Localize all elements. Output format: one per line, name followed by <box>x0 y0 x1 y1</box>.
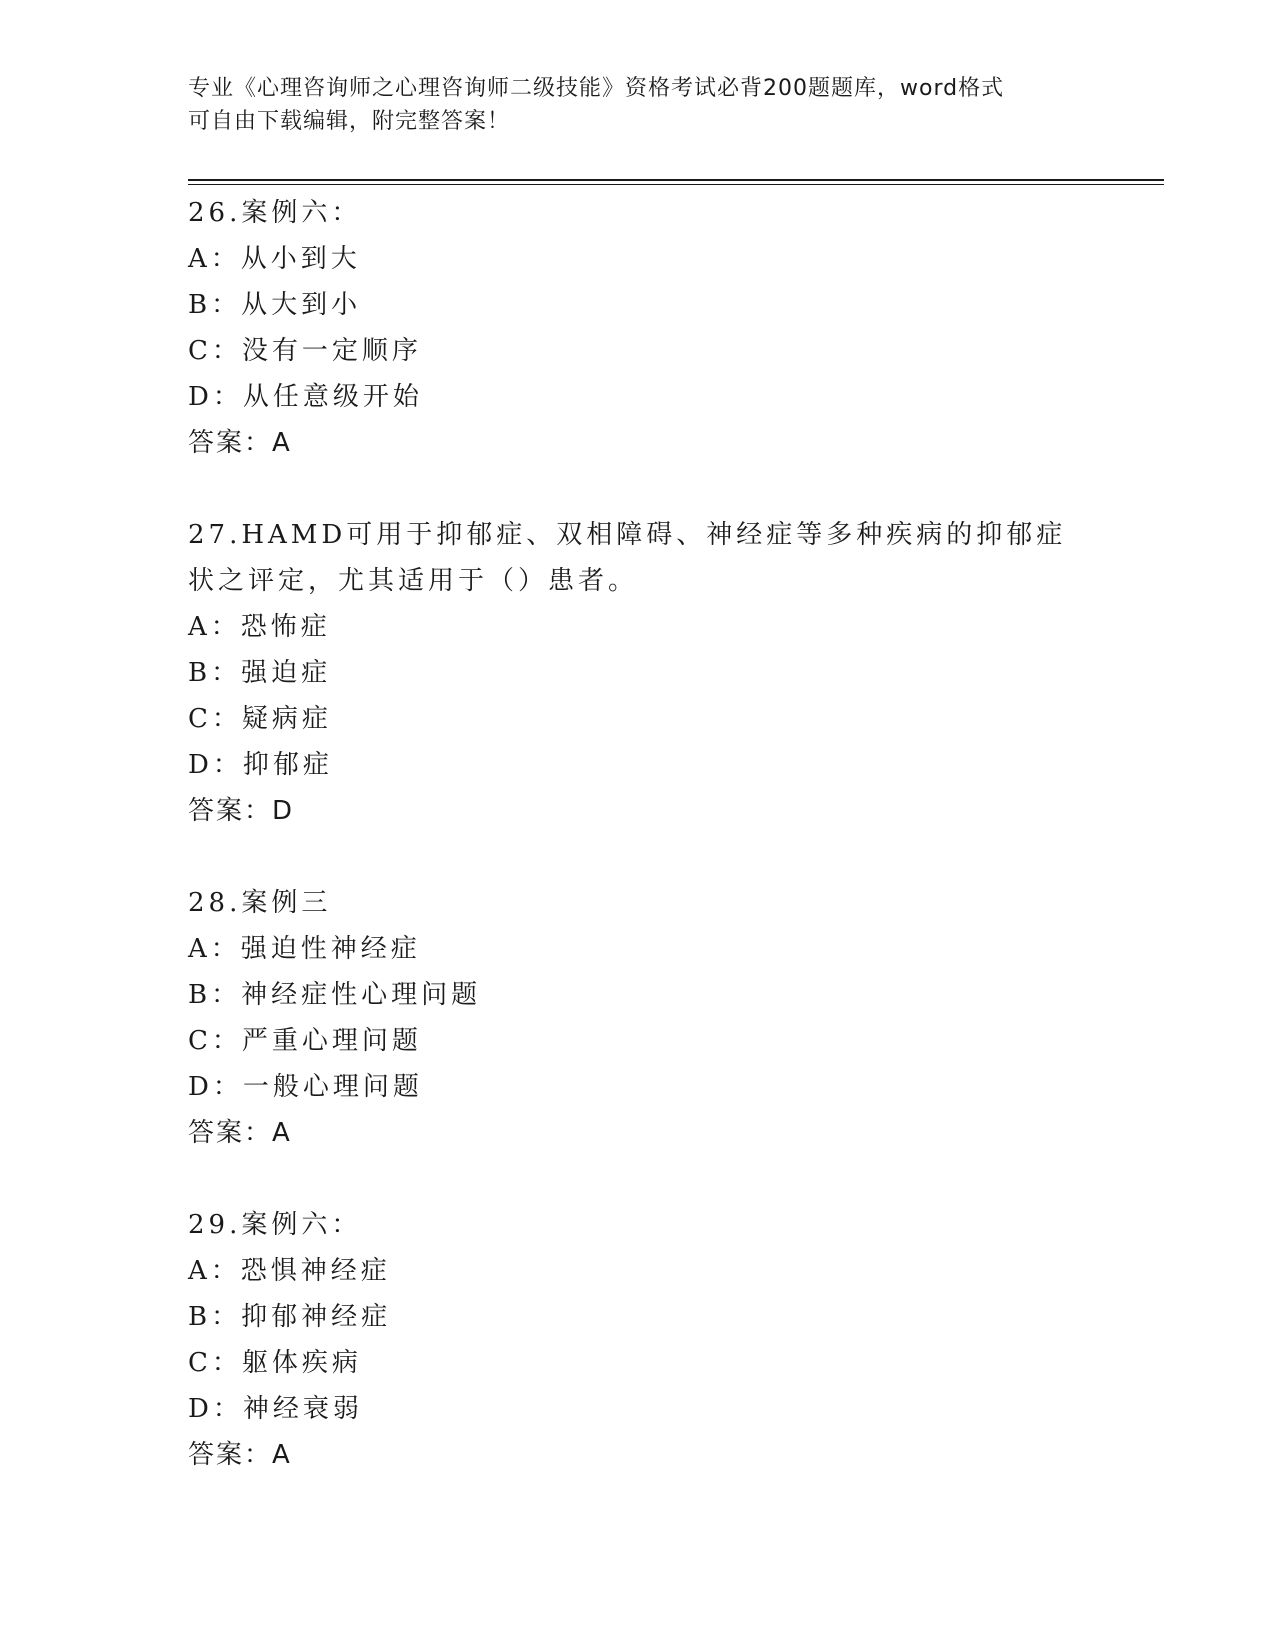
option-b: B：从大到小 <box>188 290 362 320</box>
answer-line: 答案：A <box>188 1440 292 1470</box>
option-c: C：疑病症 <box>188 704 332 734</box>
question-26 <box>188 190 1088 466</box>
option-a: A：恐怖症 <box>188 612 331 642</box>
header-title-line-1: 专业《心理咨询师之心理咨询师二级技能》资格考试必背200题题库，word格式 <box>188 76 1005 101</box>
option-a: A：强迫性神经症 <box>188 934 421 964</box>
question-29 <box>188 1202 1088 1478</box>
question-stem: 27.HAMD可用于抑郁症、双相障碍、神经症等多种疾病的抑郁症状之评定，尤其适用于（）患者。 <box>188 520 1067 596</box>
answer-line: 答案：D <box>188 796 295 826</box>
question-list <box>188 190 1088 1524</box>
option-c: C：躯体疾病 <box>188 1348 362 1378</box>
option-d: D：抑郁症 <box>188 750 333 780</box>
question-stem: 26.案例六： <box>188 198 362 228</box>
question-27 <box>188 512 1088 834</box>
answer-line: 答案：A <box>188 1118 292 1148</box>
option-b: B：强迫症 <box>188 658 332 688</box>
header-title-line-2: 可自由下载编辑，附完整答案！ <box>188 109 511 134</box>
option-b: B：神经症性心理问题 <box>188 980 482 1010</box>
answer-line: 答案：A <box>188 428 292 458</box>
header-divider-thin <box>188 184 1164 185</box>
option-b: B：抑郁神经症 <box>188 1302 392 1332</box>
question-28 <box>188 880 1088 1156</box>
option-d: D：神经衰弱 <box>188 1394 363 1424</box>
option-a: A：恐惧神经症 <box>188 1256 391 1286</box>
option-c: C：没有一定顺序 <box>188 336 422 366</box>
question-stem: 28.案例三 <box>188 888 332 918</box>
option-a: A：从小到大 <box>188 244 361 274</box>
option-c: C：严重心理问题 <box>188 1026 422 1056</box>
question-stem: 29.案例六： <box>188 1210 362 1240</box>
header-divider-thick <box>188 179 1164 181</box>
option-d: D：从任意级开始 <box>188 382 423 412</box>
document-header <box>188 72 1088 138</box>
option-d: D：一般心理问题 <box>188 1072 423 1102</box>
